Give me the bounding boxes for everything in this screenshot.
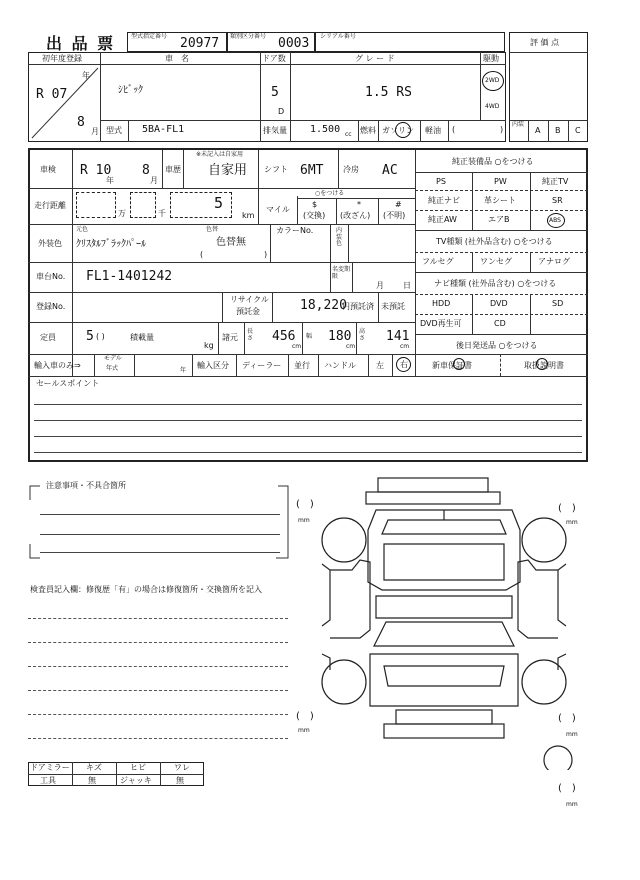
table-header-mirror: ドアミラー (30, 763, 70, 772)
table-header-break: ワレ (174, 763, 190, 772)
equip-aw: 純正AW (428, 215, 457, 224)
bracket-front-left: ( ) (296, 499, 314, 510)
recycle-label-1: リサイクル (230, 295, 269, 304)
fuel-gasoline: ガソリン (382, 126, 414, 135)
tv-fullseg: フルセグ (422, 257, 454, 266)
ac-label: 冷房 (343, 165, 359, 174)
navi-sd: SD (552, 299, 564, 308)
mileage-value: 5 (214, 194, 224, 212)
capacity-value: 5 (86, 329, 94, 344)
inspection-value: R 10 (80, 163, 112, 178)
after-warranty-circle (453, 358, 465, 370)
shift-label: シフト (264, 165, 288, 174)
model-year-label-2: 年式 (106, 365, 119, 372)
mileage-digits-2 (130, 192, 156, 218)
mm-rear-right: mm (566, 731, 578, 738)
width-value: 180 (328, 329, 352, 344)
handle-label: ハンドル (324, 361, 356, 370)
table-jack: ジャッキ (120, 776, 152, 785)
equip-airbag: エアB (488, 215, 510, 224)
caution-bracket (28, 481, 290, 560)
equipment-title: 純正装備品 ○をつける (452, 157, 534, 166)
sales-point-label: セールスポイント (36, 379, 100, 388)
first-reg-month: 8 (77, 115, 85, 130)
import-class-label: 輸入区分 (197, 361, 229, 370)
length-value: 456 (272, 329, 296, 344)
color-value: ｸﾘｽﾀﾙﾌﾞﾗｯｸﾊﾟｰﾙ (76, 239, 146, 250)
equip-leather: 革シート (484, 196, 516, 205)
navi-dvd-play: DVD再生可 (420, 319, 462, 328)
mm-front-right: mm (566, 519, 578, 526)
recycle-label-2: 預託金 (236, 307, 260, 316)
color-label: 外装色 (38, 239, 62, 248)
inspector-label: 検査員記入欄：修復歴「有」の場合は修復箇所・交換箇所を記入 (30, 585, 262, 594)
after-manual-circle (536, 358, 548, 370)
repaint-value: 色替無 (216, 237, 246, 248)
history-value: 自家用 (208, 163, 248, 178)
car-name-label: 車 名 (165, 54, 189, 63)
category-value: 0003 (278, 36, 310, 51)
fuel-gasoline-circle (395, 122, 411, 138)
interior-label: 内装 (512, 121, 525, 128)
unpaid-label: 未預託 (381, 302, 405, 311)
tv-title: TV種類 (社外品含む) ○をつける (436, 237, 553, 246)
equip-tv: 純正TV (542, 177, 569, 186)
table-header-crack: ヒビ (130, 763, 146, 772)
circle-note: ○をつける (315, 190, 345, 197)
doors-value: 5 (271, 85, 279, 100)
after-title: 後日発送品 ○をつける (456, 341, 538, 350)
equip-abs: ABS (549, 217, 561, 224)
mm-rear-left: mm (298, 727, 310, 734)
tv-oneseg: ワンセグ (480, 257, 512, 266)
mileage-label: 走行距離 (34, 201, 66, 210)
table-tools-value: 無 (88, 776, 96, 785)
bracket-rear-left: ( ) (296, 711, 314, 722)
type-cert-label: 型式指定番号 (131, 33, 168, 40)
model-value: 5BA-FL1 (142, 124, 185, 135)
car-damage-diagram (300, 470, 600, 770)
load-label: 積載量 (130, 333, 154, 342)
navi-hdd: HDD (432, 299, 451, 308)
recycle-value: 18,220 (300, 298, 347, 313)
table-header-scratch: キズ (86, 763, 102, 772)
first-reg-era: R 07 (36, 87, 68, 102)
inspection-month: 8 (142, 163, 150, 178)
chassis-label: 車台No. (36, 272, 66, 281)
drive-label: 駆動 (483, 54, 499, 63)
displacement-value: 1.500 (310, 124, 341, 135)
shift-value: 6MT (300, 163, 324, 178)
history-note: ※未記入は自家用 (196, 151, 244, 158)
chassis-value: FL1-1401242 (86, 269, 173, 284)
equip-pw: PW (494, 177, 507, 186)
mile-label: マイル (266, 205, 290, 214)
tv-analog: アナログ (538, 257, 570, 266)
bracket-spare: ( ) (558, 783, 576, 794)
document-title: 出 品 票 (46, 34, 116, 53)
grade-label: グ レ ー ド (355, 54, 395, 63)
equip-navi: 純正ナビ (428, 196, 460, 205)
table-jack-value: 無 (176, 776, 184, 785)
first-reg-label: 初年度登録 (42, 54, 82, 63)
grade-value: 1.5 RS (365, 85, 412, 100)
history-label: 車歴 (165, 165, 181, 174)
drive-4wd: 4WD (485, 103, 500, 110)
interior-color-label: 内装色 (336, 227, 343, 248)
doors-label: ドア数 (262, 54, 286, 63)
dealer-label: ディーラー (242, 361, 282, 370)
mm-front-left: mm (298, 517, 310, 524)
after-warranty: 新車保証書 (432, 361, 472, 370)
navi-title: ナビ種類 (社外品含む) ○をつける (434, 279, 557, 288)
handle-left: 左 (376, 361, 384, 370)
inspection-label: 車検 (40, 165, 56, 174)
displacement-label: 排気量 (263, 126, 287, 135)
navi-dvd: DVD (490, 299, 508, 308)
serial-label: シリアル番号 (320, 33, 356, 40)
table-tools: 工具 (40, 776, 56, 785)
import-label: 輸入車のみ⇒ (34, 361, 81, 370)
capacity-label: 定員 (40, 333, 56, 342)
model-label: 型式 (106, 126, 122, 135)
equip-ps: PS (436, 177, 446, 186)
handle-right: 右 (400, 360, 408, 369)
color-no-label: カラーNo. (276, 226, 314, 235)
parallel-label: 並行 (294, 361, 310, 370)
mm-spare: mm (566, 801, 578, 808)
dims-label: 諸元 (222, 333, 238, 342)
height-value: 141 (386, 329, 410, 344)
after-manual: 取扱説明書 (524, 361, 564, 370)
reg-no-label: 登録No. (36, 302, 66, 311)
first-reg-slash (30, 66, 100, 140)
fuel-label: 燃料 (360, 126, 376, 135)
caution-label: 注意事項・不具合箇所 (46, 481, 126, 490)
fuel-diesel: 軽油 (425, 126, 441, 135)
navi-cd: CD (494, 319, 506, 328)
rating-label: 評 価 点 (530, 38, 560, 47)
model-year-label-1: モデル (104, 355, 122, 362)
car-name-value: ｼﾋﾞｯｸ (118, 85, 143, 96)
category-label: 類別区分番号 (230, 33, 267, 40)
drive-2wd: 2WD (485, 77, 500, 84)
bracket-rear-right: ( ) (558, 713, 576, 724)
ac-value: AC (382, 163, 398, 178)
bracket-front-right: ( ) (558, 503, 576, 514)
type-cert-value: 20977 (180, 36, 220, 51)
equip-sr: SR (552, 196, 563, 205)
mileage-digits-1 (76, 192, 116, 218)
name-change-label: 名変期限 (332, 266, 351, 281)
